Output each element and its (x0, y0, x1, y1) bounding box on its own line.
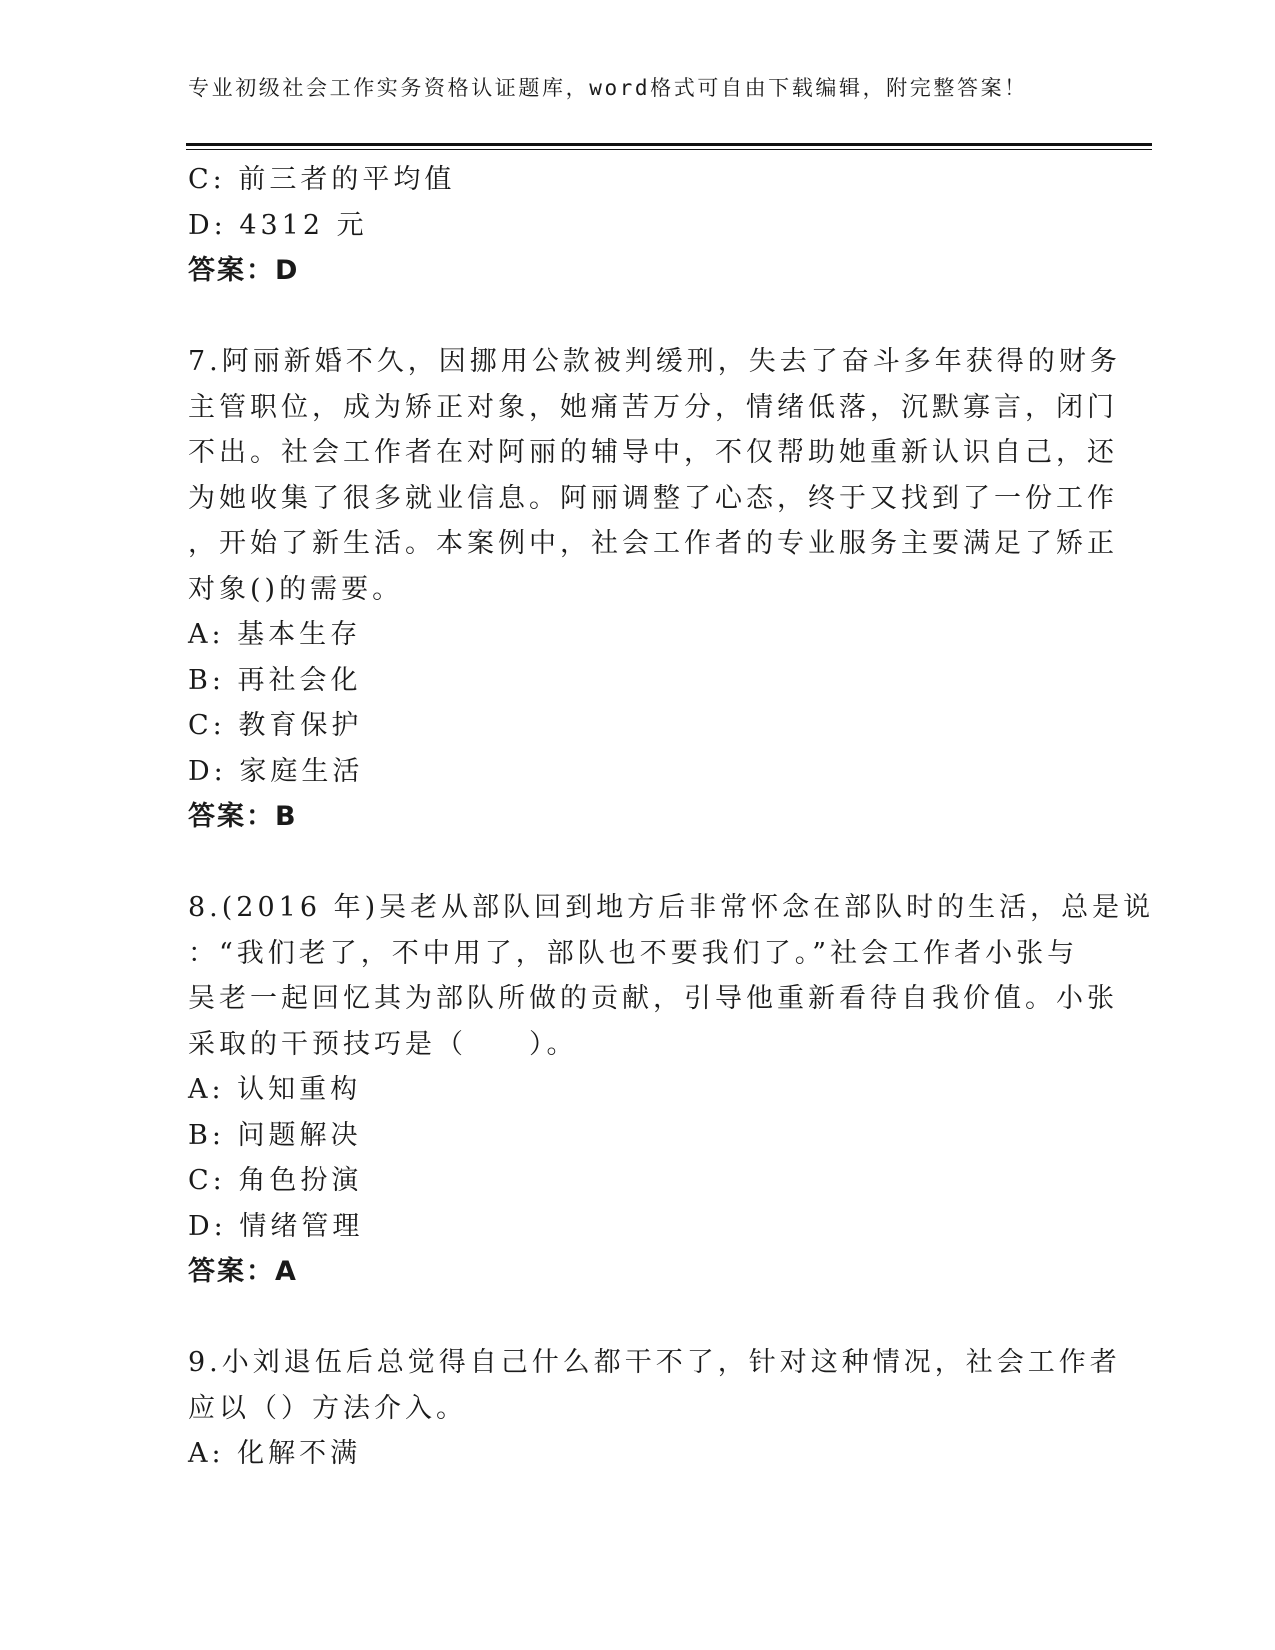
question-stem-line: 7.阿丽新婚不久，因挪用公款被判缓刑，失去了奋斗多年获得的财务 (188, 346, 1121, 377)
spacer (188, 840, 1068, 886)
option-c: C: 教育保护 (188, 710, 363, 741)
option-b: B: 再社会化 (188, 664, 362, 696)
question-stem-line: 9.小刘退伍后总觉得自己什么都干不了，针对这种情况，社会工作者 (188, 1347, 1121, 1378)
question-7 (188, 339, 1121, 840)
spacer (188, 1295, 1068, 1341)
header-rule-thick (186, 143, 1152, 146)
page-header: 专业初级社会工作实务资格认证题库，word格式可自由下载编辑，附完整答案！ (188, 76, 1028, 100)
option-d: D: 情绪管理 (188, 1210, 364, 1242)
option-d: D: 家庭生活 (188, 755, 364, 787)
option-a: A: 化解不满 (188, 1438, 362, 1469)
option-a: A: 基本生存 (188, 619, 362, 650)
header-rule-thin (186, 149, 1152, 150)
question-stem-line: 主管职位，成为矫正对象，她痛苦万分，情绪低落，沉默寡言，闭门 (188, 391, 1118, 423)
answer: 答案：A (188, 1256, 298, 1287)
question-stem-line: 吴老一起回忆其为部队所做的贡献，引导他重新看待自我价值。小张 (188, 983, 1118, 1014)
option-a: A: 认知重构 (188, 1074, 362, 1105)
question-6-tail (188, 157, 1068, 294)
question-stem-line: 应以（）方法介入。 (188, 1392, 467, 1424)
question-stem-line: 为她收集了很多就业信息。阿丽调整了心态，终于又找到了一份工作 (188, 482, 1118, 514)
answer: 答案：D (188, 255, 300, 286)
question-stem-line: 对象()的需要。 (188, 573, 404, 605)
question-stem-line: ：“我们老了，不中用了，部队也不要我们了。”社会工作者小张与 (188, 937, 1079, 969)
question-stem-line: 采取的干预技巧是（ ）。 (188, 1028, 578, 1060)
question-stem-line: 不出。社会工作者在对阿丽的辅导中，不仅帮助她重新认识自己，还 (188, 437, 1118, 468)
option-c: C: 角色扮演 (188, 1165, 363, 1196)
option-c: C: 前三者的平均值 (188, 164, 456, 195)
option-b: B: 问题解决 (188, 1119, 362, 1151)
question-stem-line: 8.(2016 年)吴老从部队回到地方后非常怀念在部队时的生活，总是说 (188, 892, 1155, 923)
question-8 (188, 885, 1155, 1295)
spacer (188, 294, 1068, 340)
document-body (188, 157, 1155, 1477)
answer: 答案：B (188, 801, 298, 832)
option-d: D: 4312 元 (188, 209, 368, 241)
question-stem-line: ，开始了新生活。本案例中，社会工作者的专业服务主要满足了矫正 (188, 528, 1118, 559)
question-9 (188, 1340, 1121, 1477)
